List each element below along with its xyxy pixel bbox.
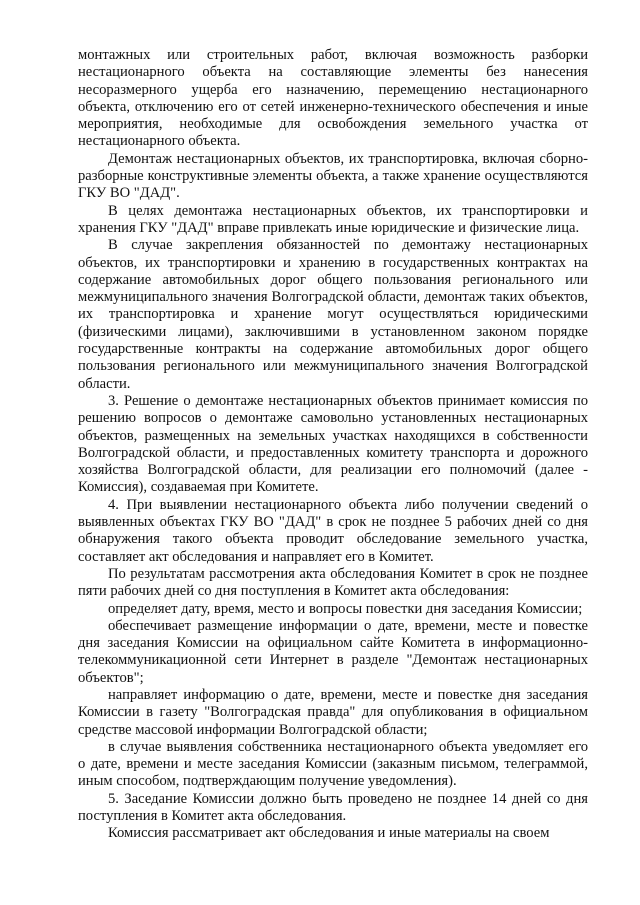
document-body xyxy=(78,47,588,843)
paragraph-state-contracts: В случае закрепления обязанностей по демонтажу нестационарных объектов, их транспортировки и хранению в государственных контрактах на содержание автомобильных дорог общего пользования регионального или межмуниципального значения Волгоградской области, демонтаж таких объектов, их транспортировка и хранение могут осуществляться юридическими (физическими лицами), заключившими в установленном законом порядке государственные контракты на содержание автомобильных дорог общего пользования регионального или межмуниципального значения Волгоградской области. xyxy=(78,237,588,392)
paragraph-notify-owner: в случае выявления собственника нестационарного объекта уведомляет его о дате, времени и месте заседания Комиссии (заказным письмом, телеграммой, иным способом, подтверждающим получение уведомления). xyxy=(78,738,588,790)
paragraph-publishes-online: обеспечивает размещение информации о дате, времени, месте и повестке дня заседания Комиссии на официальном сайте Комитета в информационно-телекоммуникационной сети Интернет в разделе "Демонтаж нестационарных объектов"; xyxy=(78,617,588,686)
paragraph-continuation: монтажных или строительных работ, включая возможность разборки нестационарного объекта на составляющие элементы без нанесения несоразмерного ущерба его назначению, перемещению нестационарного объекта, отключению его от сетей инженерно-технического обеспечения и иные мероприятия, необходимые для освобождения земельного участка от нестационарного объекта. xyxy=(78,47,588,150)
paragraph-dismantling-transport: Демонтаж нестационарных объектов, их транспортировка, включая сборно-разборные конструктивные элементы объекта, а также хранение осуществляются ГКУ ВО "ДАД". xyxy=(78,150,588,202)
paragraph-third-parties: В целях демонтажа нестационарных объектов, их транспортировки и хранения ГКУ "ДАД" вправе привлекать иные юридические и физические лица. xyxy=(78,202,588,236)
paragraph-item-3: 3. Решение о демонтаже нестационарных объектов принимает комиссия по решению вопросов о демонтаже самовольно установленных нестационарных объектов, размещенных на земельных участках находящихся в собственности Волгоградской области, и предоставленных комитету транспорта и дорожного хозяйства Волгоградской области, для реализации его полномочий (далее - Комиссия), создаваемая при Комитете. xyxy=(78,392,588,496)
paragraph-item-4: 4. При выявлении нестационарного объекта либо получении сведений о выявленных объектах ГКУ ВО "ДАД" в срок не позднее 5 рабочих дней со дня обнаружения такого объекта проводит обследование земельного участка, составляет акт обследования и направляет его в Комитет. xyxy=(78,496,588,565)
paragraph-item-5: 5. Заседание Комиссии должно быть проведено не позднее 14 дней со дня поступления в Комитет акта обследования. xyxy=(78,790,588,825)
paragraph-committee-review: По результатам рассмотрения акта обследования Комитет в срок не позднее пяти рабочих дней со дня поступления в Комитет акта обследования: xyxy=(78,565,588,600)
paragraph-commission-reviews: Комиссия рассматривает акт обследования и иные материалы на своем xyxy=(108,825,550,842)
paragraph-newspaper: направляет информацию о дате, времени, месте и повестке дня заседания Комиссии в газету "Волгоградская правда" для опубликования в официальном средстве массовой информации Волгоградской области; xyxy=(78,686,588,738)
paragraph-determines-date: определяет дату, время, место и вопросы повестки дня заседания Комиссии; xyxy=(108,600,583,617)
